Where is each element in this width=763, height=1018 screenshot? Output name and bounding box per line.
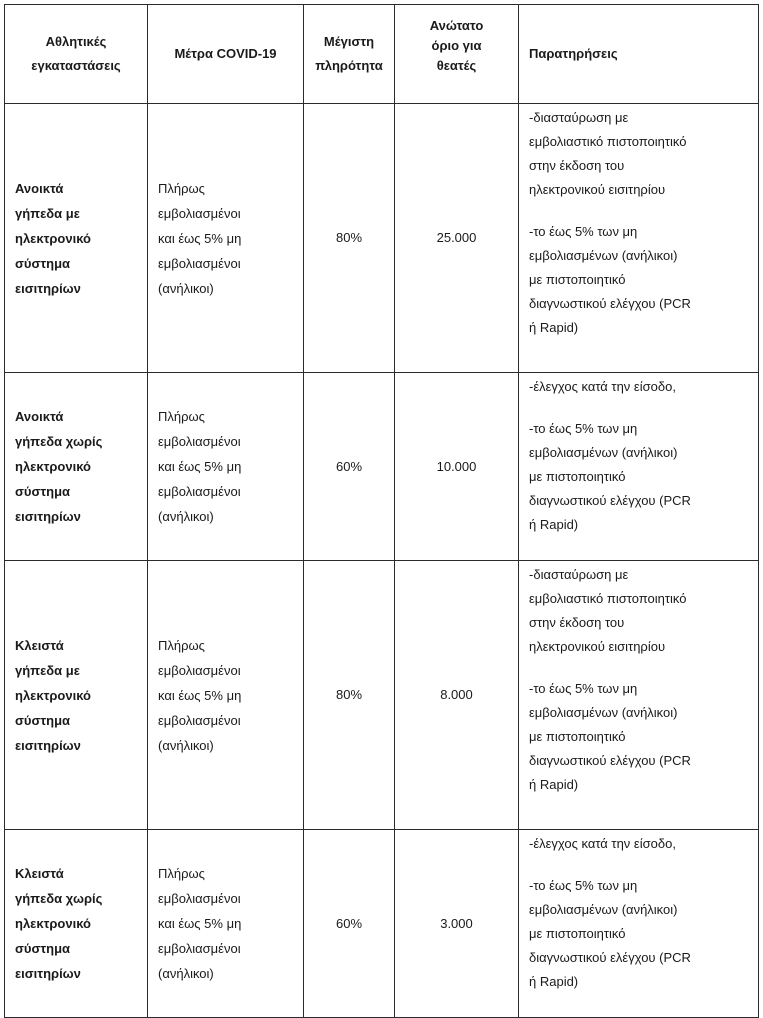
notes-cell: [519, 373, 759, 561]
note-text: -το έως 5% των μη εμβολιασμένων (ανήλικοι) με πιστοποιητικό διαγνωστικού ελέγχου (PCR ή Rapid): [529, 878, 691, 989]
note-text: -το έως 5% των μη εμβολιασμένων (ανήλικοι) με πιστοποιητικό διαγνωστικού ελέγχου (PCR ή Rapid): [529, 681, 691, 792]
capacity-cell: 60%: [304, 373, 395, 561]
table-row: [5, 830, 759, 1018]
measures-cell: Πλήρως εμβολιασμένοι και έως 5% μη εμβολιασμένοι (ανήλικοι): [148, 373, 304, 561]
header-notes: Παρατηρήσεις: [519, 5, 759, 104]
header-row: [5, 5, 759, 104]
capacity-cell: 80%: [304, 561, 395, 830]
note-text: -διασταύρωση με εμβολιαστικό πιστοποιητικό στην έκδοση του ηλεκτρονικού εισιτηρίου: [529, 567, 687, 654]
limit-cell: 8.000: [395, 561, 519, 830]
table-row: [5, 561, 759, 830]
covid-measures-table: [4, 4, 759, 1018]
header-measures: Μέτρα COVID-19: [148, 5, 304, 104]
note-text: -το έως 5% των μη εμβολιασμένων (ανήλικοι) με πιστοποιητικό διαγνωστικού ελέγχου (PCR ή Rapid): [529, 421, 691, 532]
notes-cell: [519, 104, 759, 373]
facility-cell: Ανοικτά γήπεδα χωρίς ηλεκτρονικό σύστημα εισιτηρίων: [5, 373, 148, 561]
header-limit: Ανώτατο όριο για θεατές: [429, 18, 484, 73]
facility-cell: Κλειστά γήπεδα χωρίς ηλεκτρονικό σύστημα εισιτηρίων: [5, 830, 148, 1018]
capacity-cell: 80%: [304, 104, 395, 373]
limit-cell: 25.000: [395, 104, 519, 373]
note-text: -διασταύρωση με εμβολιαστικό πιστοποιητικό στην έκδοση του ηλεκτρονικού εισιτηρίου: [529, 110, 687, 197]
header-limit-cell: [395, 5, 519, 104]
facility-cell: Κλειστά γήπεδα με ηλεκτρονικό σύστημα εισιτηρίων: [5, 561, 148, 830]
notes-cell: [519, 561, 759, 830]
facility-cell: Ανοικτά γήπεδα με ηλεκτρονικό σύστημα εισιτηρίων: [5, 104, 148, 373]
measures-cell: Πλήρως εμβολιασμένοι και έως 5% μη εμβολιασμένοι (ανήλικοι): [148, 104, 304, 373]
header-capacity: Μέγιστη πληρότητα: [304, 5, 395, 104]
limit-cell: 10.000: [395, 373, 519, 561]
notes-cell: [519, 830, 759, 1018]
limit-cell: 3.000: [395, 830, 519, 1018]
note-text: -έλεγχος κατά την είσοδο,: [529, 379, 676, 394]
note-text: -το έως 5% των μη εμβολιασμένων (ανήλικοι) με πιστοποιητικό διαγνωστικού ελέγχου (PCR ή Rapid): [529, 224, 691, 335]
table-row: [5, 104, 759, 373]
table-row: [5, 373, 759, 561]
measures-cell: Πλήρως εμβολιασμένοι και έως 5% μη εμβολιασμένοι (ανήλικοι): [148, 830, 304, 1018]
measures-cell: Πλήρως εμβολιασμένοι και έως 5% μη εμβολιασμένοι (ανήλικοι): [148, 561, 304, 830]
note-text: -έλεγχος κατά την είσοδο,: [529, 836, 676, 851]
capacity-cell: 60%: [304, 830, 395, 1018]
header-facility: Αθλητικές εγκαταστάσεις: [5, 5, 148, 104]
